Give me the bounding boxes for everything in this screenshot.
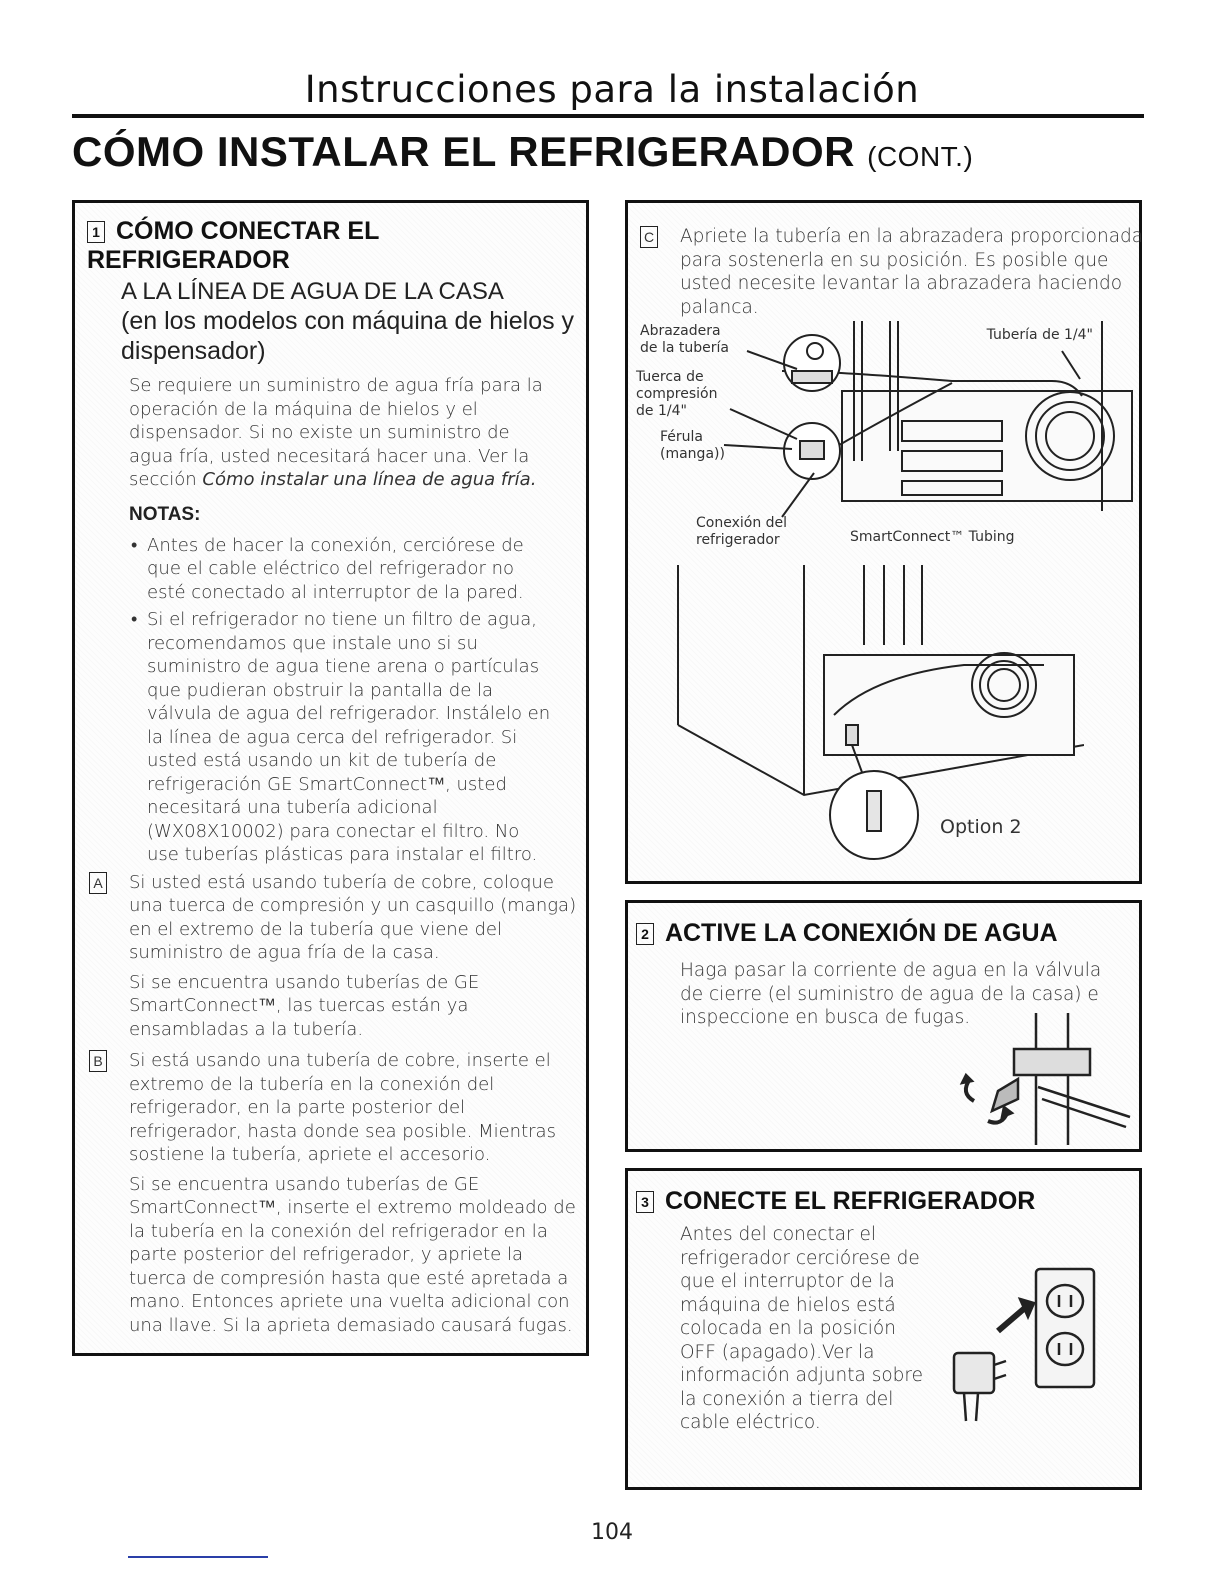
label-tubing-quarter-inch: Tubería de 1/4" <box>986 327 1093 343</box>
step-c-badge: C <box>640 226 658 248</box>
header-divider <box>72 114 1144 118</box>
step-b-text: Si está usando una tubería de cobre, inserte el extremo de la tubería en la conexión del refrigerador, en la parte posterior del refrigerador, hasta donde sea posible. Mientras sostiene la tubería, apriete el accesorio. <box>129 1050 556 1165</box>
section-heading <box>87 217 576 275</box>
label-ferrule: Férula (manga)) <box>660 429 725 462</box>
step-a-text: Si usted está usando tubería de cobre, coloque una tuerca de compresión y un casquillo (manga) en el extremo de la tubería que viene del suministro de agua fría de la casa. <box>129 871 577 963</box>
page-header-title: Instrucciones para la instalación <box>304 68 920 111</box>
outlet-plug-illustration <box>938 1261 1108 1431</box>
step-c-text: Apriete la tubería en la abrazadera proporcionada para sostenerla en su posición. Es posible que usted necesite levantar la abrazadera haciendo palanca. <box>680 226 1144 318</box>
step-c <box>628 225 1150 319</box>
activate-water-text: Haga pasar la corriente de agua en la válvula de cierre (el suministro de agua de la casa) e inspeccione en busca de fugas. <box>680 960 1102 1028</box>
step-b-text-smartconnect: Si se encuentra usando tuberías de GE SmartConnect™, inserte el extremo moldeado de la tubería en la conexión del refrigerador en la parte posterior del refrigerador, y apriete la tuerca de compresión hasta que esté apretada a mano. Entonces apriete una vuelta adicional con una llave. Si la aprieta demasiado causará fugas. <box>129 1173 576 1336</box>
label-pipe-clamp: Abrazadera de la tubería <box>640 323 729 356</box>
section-heading <box>636 1187 1035 1216</box>
shutoff-valve-illustration <box>958 1009 1138 1149</box>
section-heading <box>636 919 1058 948</box>
page-title-text: CÓMO INSTALAR EL REFRIGERADOR <box>72 128 855 175</box>
notes-heading: NOTAS: <box>129 503 201 525</box>
page-title <box>72 128 973 176</box>
section-heading-text: ACTIVE LA CONEXIÓN DE AGUA <box>664 919 1058 947</box>
connect-water-line-section <box>72 200 589 1356</box>
label-refrigerator-connection: Conexión del refrigerador <box>696 515 788 548</box>
clamp-tubing-section <box>625 200 1142 884</box>
step-a-badge: A <box>89 872 107 894</box>
step-b <box>77 1049 577 1337</box>
connect-refrigerator-section <box>625 1168 1142 1490</box>
activate-water-section <box>625 900 1142 1152</box>
connect-refrigerator-text: Antes del conectar el refrigerador cerciórese de que el interruptor de la máquina de hielos está colocada en la posición OFF (apagado).Ver la información adjunta sobre la conexión a tierra del cable eléctrico. <box>680 1224 923 1433</box>
section-heading-text: CONECTE EL REFRIGERADOR <box>664 1187 1036 1215</box>
step-badge: 2 <box>636 923 654 945</box>
intro-paragraph <box>129 374 549 492</box>
intro-reference: Cómo instalar una línea de agua fría. <box>202 469 537 490</box>
step-a <box>77 871 577 1042</box>
section-heading-text: CÓMO CONECTAR EL REFRIGERADOR <box>87 217 379 274</box>
step-badge: 3 <box>636 1191 654 1213</box>
step-badge: 1 <box>87 221 105 243</box>
section-subheading: A LA LÍNEA DE AGUA DE LA CASA <box>121 278 504 305</box>
label-option-2: Option 2 <box>940 816 1022 838</box>
section-subheading-models: (en los modelos con máquina de hielos y dispensador) <box>121 307 575 365</box>
label-compression-nut: Tuerca de compresión de 1/4" <box>636 369 718 419</box>
footer-link-line <box>128 1556 268 1558</box>
note-item: • Si el refrigerador no tiene un filtro de agua, recomendamos que instale uno si su suministro de agua tiene arena o partículas que pudieran obstruir la pantalla de la válvula de agua del refrigerador. Instálelo en la línea de agua cerca del refrigerador. Si usted está usando un kit de tubería de refrigeración GE SmartConnect™, usted necesitará una tubería adicional (WX08X10002) para conectar el filtro. No use tuberías plásticas para instalar el filtro. <box>129 608 555 867</box>
label-smartconnect-tubing: SmartConnect™ Tubing <box>850 529 1015 545</box>
step-b-badge: B <box>89 1050 107 1072</box>
page-title-cont: (CONT.) <box>867 141 974 172</box>
intro-text: Se requiere un suministro de agua fría para la operación de la máquina de hielos y el dispensador. Si no existe un suministro de agua fría, usted necesitará hacer una. Ver la sección <box>129 375 543 490</box>
note-item: • Antes de hacer la conexión, cerciórese de que el cable eléctrico del refrigerador no esté conectado al interruptor de la pared. <box>129 534 555 605</box>
step-a-text-smartconnect: Si se encuentra usando tuberías de GE SmartConnect™, las tuercas están ya ensambladas a la tubería. <box>129 971 480 1040</box>
page-number: 104 <box>591 1520 633 1545</box>
